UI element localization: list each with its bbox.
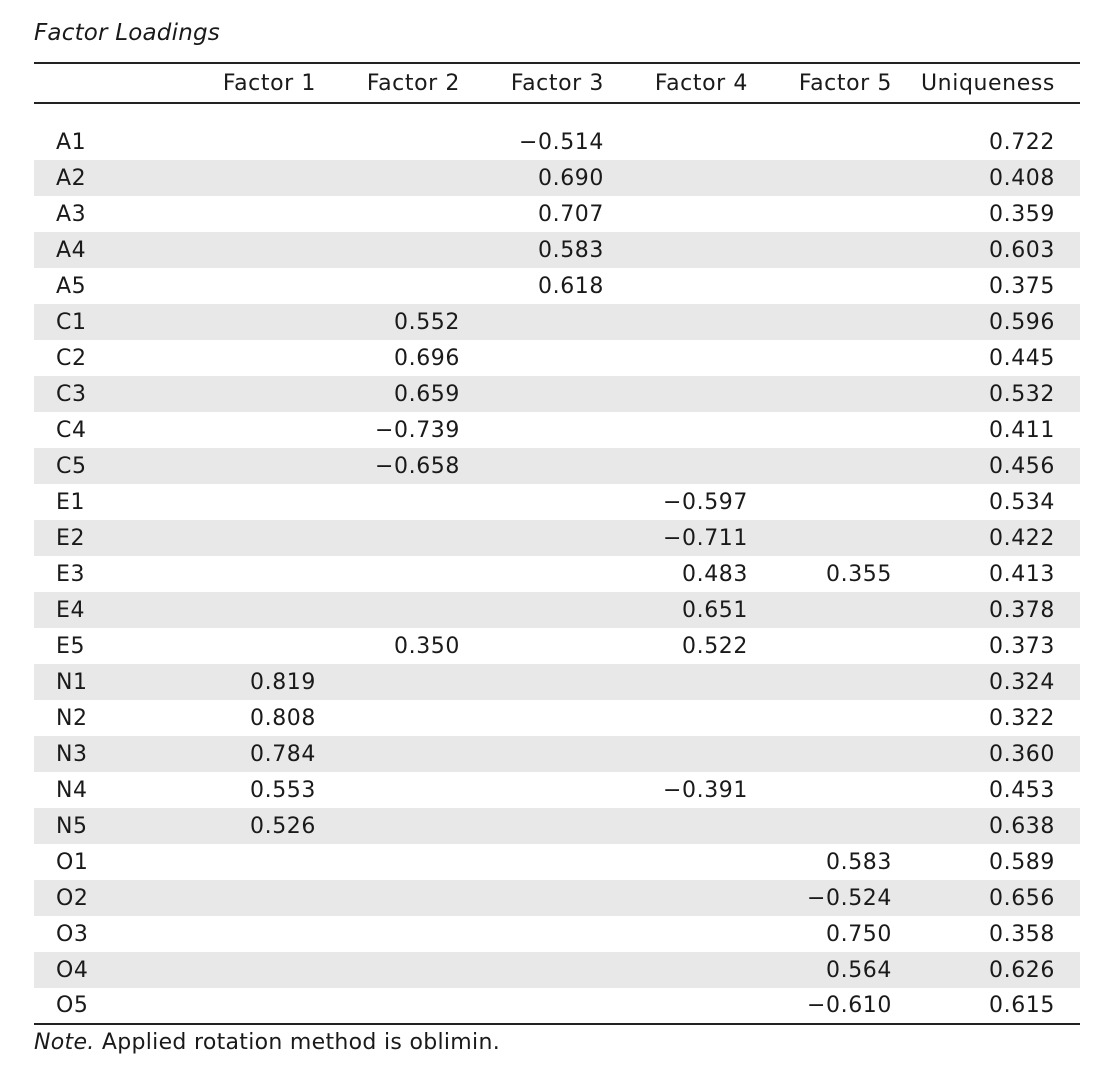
factor-5-loading-cell <box>754 808 898 844</box>
uniqueness-cell: 0.324 <box>989 669 1055 695</box>
uniqueness-cell: 0.360 <box>989 741 1055 767</box>
column-header-factor-2: Factor 2 <box>322 63 466 103</box>
factor-4-loading-cell <box>610 700 754 736</box>
factor-2-loading-cell <box>322 664 466 700</box>
table-row <box>34 484 1080 520</box>
factor-1-loading-cell <box>178 484 322 520</box>
variable-cell: N3 <box>56 741 88 767</box>
factor-3-loading-cell: 0.618 <box>538 273 604 299</box>
factor-4-loading-cell <box>610 988 754 1024</box>
table-row <box>34 952 1080 988</box>
table-row <box>34 592 1080 628</box>
table-row <box>34 340 1080 376</box>
uniqueness-cell: 0.589 <box>989 849 1055 875</box>
factor-3-loading-cell <box>466 988 610 1024</box>
variable-cell: O2 <box>56 885 89 911</box>
factor-2-loading-cell <box>322 556 466 592</box>
factor-1-loading-cell <box>178 916 322 952</box>
variable-cell: A4 <box>56 237 87 263</box>
factor-3-loading-cell <box>466 628 610 664</box>
column-header-factor-1: Factor 1 <box>178 63 322 103</box>
factor-2-loading-cell <box>322 592 466 628</box>
factor-2-loading-cell <box>322 124 466 160</box>
factor-4-loading-cell <box>610 448 754 484</box>
factor-3-loading-cell <box>466 664 610 700</box>
factor-2-loading-cell: 0.696 <box>394 345 460 371</box>
uniqueness-cell: 0.596 <box>989 309 1055 335</box>
factor-5-loading-cell <box>754 124 898 160</box>
factor-2-loading-cell <box>322 520 466 556</box>
factor-3-loading-cell <box>466 556 610 592</box>
factor-3-loading-cell <box>466 520 610 556</box>
factor-2-loading-cell <box>322 952 466 988</box>
uniqueness-cell: 0.615 <box>898 988 1080 1024</box>
factor-2-loading-cell <box>322 916 466 952</box>
variable-cell: C5 <box>56 453 87 479</box>
factor-1-loading-cell: 0.808 <box>250 705 316 731</box>
factor-5-loading-cell: −0.610 <box>754 988 898 1024</box>
factor-3-loading-cell <box>466 340 610 376</box>
factor-5-loading-cell: −0.524 <box>806 885 892 911</box>
factor-3-loading-cell: 0.583 <box>538 237 604 263</box>
factor-1-loading-cell: 0.526 <box>250 813 316 839</box>
variable-cell: E1 <box>56 489 86 515</box>
factor-1-loading-cell <box>178 268 322 304</box>
factor-2-loading-cell <box>322 772 466 808</box>
factor-4-loading-cell: 0.651 <box>682 597 748 623</box>
uniqueness-cell: 0.408 <box>989 165 1055 191</box>
table-row <box>34 232 1080 268</box>
factor-2-loading-cell <box>322 988 466 1024</box>
factor-4-loading-cell <box>610 952 754 988</box>
factor-5-loading-cell <box>754 520 898 556</box>
factor-5-loading-cell <box>754 160 898 196</box>
column-header-variable <box>34 63 178 103</box>
table-row <box>34 844 1080 880</box>
factor-4-loading-cell <box>610 844 754 880</box>
variable-cell: N4 <box>56 777 88 803</box>
factor-2-loading-cell <box>322 196 466 232</box>
factor-5-loading-cell <box>754 448 898 484</box>
factor-1-loading-cell <box>178 844 322 880</box>
factor-1-loading-cell <box>178 412 322 448</box>
factor-1-loading-cell <box>178 376 322 412</box>
table-row <box>34 160 1080 196</box>
factor-5-loading-cell <box>754 664 898 700</box>
table-row <box>34 772 1080 808</box>
table-row <box>34 988 1080 1024</box>
uniqueness-cell: 0.456 <box>989 453 1055 479</box>
factor-5-loading-cell: 0.564 <box>826 957 892 983</box>
factor-3-loading-cell <box>466 808 610 844</box>
variable-cell: A3 <box>56 201 87 227</box>
factor-3-loading-cell <box>466 772 610 808</box>
column-header-factor-5: Factor 5 <box>754 63 898 103</box>
variable-cell: A1 <box>56 129 87 155</box>
table-row <box>34 808 1080 844</box>
factor-5-loading-cell <box>754 268 898 304</box>
factor-4-loading-cell <box>610 736 754 772</box>
factor-2-loading-cell <box>322 232 466 268</box>
factor-4-loading-cell <box>610 880 754 916</box>
factor-4-loading-cell <box>610 124 754 160</box>
uniqueness-cell: 0.626 <box>989 957 1055 983</box>
factor-2-loading-cell <box>322 880 466 916</box>
factor-1-loading-cell <box>178 196 322 232</box>
table-row <box>34 376 1080 412</box>
factor-2-loading-cell <box>322 700 466 736</box>
factor-2-loading-cell <box>322 268 466 304</box>
table-row <box>34 556 1080 592</box>
uniqueness-cell: 0.358 <box>989 921 1055 947</box>
factor-4-loading-cell <box>610 196 754 232</box>
factor-3-loading-cell <box>466 736 610 772</box>
factor-3-loading-cell <box>466 700 610 736</box>
factor-1-loading-cell <box>178 988 322 1024</box>
variable-cell: C1 <box>56 309 87 335</box>
factor-3-loading-cell <box>466 880 610 916</box>
factor-5-loading-cell <box>754 772 898 808</box>
factor-1-loading-cell <box>178 160 322 196</box>
table-body <box>34 103 1080 1024</box>
factor-3-loading-cell: 0.707 <box>538 201 604 227</box>
table-row <box>34 448 1080 484</box>
factor-2-loading-cell <box>322 736 466 772</box>
factor-5-loading-cell: 0.583 <box>826 849 892 875</box>
uniqueness-cell: 0.656 <box>989 885 1055 911</box>
variable-cell: N5 <box>56 813 88 839</box>
factor-3-loading-cell: 0.690 <box>538 165 604 191</box>
factor-1-loading-cell <box>178 520 322 556</box>
variable-cell: N1 <box>56 669 88 695</box>
factor-5-loading-cell <box>754 232 898 268</box>
factor-3-loading-cell <box>466 412 610 448</box>
factor-loadings-table <box>34 62 1080 1025</box>
variable-cell: C2 <box>56 345 87 371</box>
variable-cell: N2 <box>56 705 88 731</box>
uniqueness-cell: 0.411 <box>989 417 1055 443</box>
factor-4-loading-cell <box>610 412 754 448</box>
factor-4-loading-cell: −0.391 <box>662 777 748 803</box>
variable-cell: E4 <box>56 597 86 623</box>
factor-3-loading-cell: −0.514 <box>518 129 604 155</box>
factor-1-loading-cell <box>178 628 322 664</box>
variable-cell: E2 <box>56 525 86 551</box>
uniqueness-cell: 0.603 <box>989 237 1055 263</box>
factor-5-loading-cell: 0.355 <box>826 561 892 587</box>
factor-4-loading-cell <box>610 916 754 952</box>
factor-1-loading-cell: 0.553 <box>250 777 316 803</box>
variable-cell: C4 <box>56 417 87 443</box>
factor-2-loading-cell: 0.350 <box>394 633 460 659</box>
factor-4-loading-cell <box>610 232 754 268</box>
factor-1-loading-cell <box>178 880 322 916</box>
uniqueness-cell: 0.375 <box>989 273 1055 299</box>
factor-4-loading-cell <box>610 664 754 700</box>
variable-cell: E5 <box>56 633 86 659</box>
factor-4-loading-cell: −0.597 <box>662 489 748 515</box>
factor-5-loading-cell <box>754 412 898 448</box>
table-note <box>34 1030 500 1055</box>
factor-5-loading-cell <box>754 376 898 412</box>
table-row <box>34 916 1080 952</box>
table-row <box>34 304 1080 340</box>
uniqueness-cell: 0.532 <box>989 381 1055 407</box>
uniqueness-cell: 0.373 <box>989 633 1055 659</box>
factor-4-loading-cell <box>610 304 754 340</box>
factor-3-loading-cell <box>466 592 610 628</box>
factor-5-loading-cell <box>754 340 898 376</box>
table-row <box>34 628 1080 664</box>
factor-4-loading-cell <box>610 268 754 304</box>
factor-5-loading-cell <box>754 196 898 232</box>
factor-1-loading-cell <box>178 448 322 484</box>
factor-4-loading-cell <box>610 808 754 844</box>
uniqueness-cell: 0.413 <box>989 561 1055 587</box>
factor-1-loading-cell <box>178 304 322 340</box>
table-row <box>34 700 1080 736</box>
note-text: Applied rotation method is oblimin. <box>94 1030 500 1055</box>
factor-2-loading-cell <box>322 160 466 196</box>
uniqueness-cell: 0.453 <box>989 777 1055 803</box>
uniqueness-cell: 0.534 <box>989 489 1055 515</box>
factor-3-loading-cell <box>466 916 610 952</box>
factor-1-loading-cell: 0.784 <box>250 741 316 767</box>
factor-5-loading-cell <box>754 736 898 772</box>
factor-3-loading-cell <box>466 304 610 340</box>
header-row <box>34 63 1080 103</box>
factor-4-loading-cell <box>610 160 754 196</box>
factor-3-loading-cell <box>466 376 610 412</box>
uniqueness-cell: 0.722 <box>989 129 1055 155</box>
factor-1-loading-cell <box>178 556 322 592</box>
factor-3-loading-cell <box>466 844 610 880</box>
uniqueness-cell: 0.638 <box>989 813 1055 839</box>
variable-cell: O5 <box>34 988 178 1024</box>
factor-4-loading-cell <box>610 376 754 412</box>
table-row <box>34 736 1080 772</box>
uniqueness-cell: 0.378 <box>989 597 1055 623</box>
factor-2-loading-cell: 0.552 <box>394 309 460 335</box>
table-row <box>34 664 1080 700</box>
factor-1-loading-cell <box>178 124 322 160</box>
factor-5-loading-cell <box>754 628 898 664</box>
factor-2-loading-cell <box>322 808 466 844</box>
column-header-factor-4: Factor 4 <box>610 63 754 103</box>
header-spacer <box>34 103 1080 124</box>
factor-4-loading-cell: 0.483 <box>682 561 748 587</box>
table-title: Factor Loadings <box>34 20 220 46</box>
factor-1-loading-cell: 0.819 <box>250 669 316 695</box>
table-row <box>34 520 1080 556</box>
table-row <box>34 124 1080 160</box>
factor-3-loading-cell <box>466 484 610 520</box>
table-row <box>34 880 1080 916</box>
uniqueness-cell: 0.322 <box>989 705 1055 731</box>
factor-2-loading-cell <box>322 484 466 520</box>
uniqueness-cell: 0.422 <box>989 525 1055 551</box>
variable-cell: E3 <box>56 561 86 587</box>
variable-cell: O3 <box>56 921 89 947</box>
column-header-uniqueness: Uniqueness <box>898 63 1080 103</box>
variable-cell: O4 <box>56 957 89 983</box>
factor-3-loading-cell <box>466 952 610 988</box>
factor-1-loading-cell <box>178 952 322 988</box>
uniqueness-cell: 0.445 <box>989 345 1055 371</box>
column-header-factor-3: Factor 3 <box>466 63 610 103</box>
factor-3-loading-cell <box>466 448 610 484</box>
variable-cell: C3 <box>56 381 87 407</box>
factor-2-loading-cell: 0.659 <box>394 381 460 407</box>
factor-2-loading-cell: −0.658 <box>374 453 460 479</box>
factor-5-loading-cell <box>754 592 898 628</box>
variable-cell: A5 <box>56 273 87 299</box>
table-row <box>34 268 1080 304</box>
factor-5-loading-cell <box>754 700 898 736</box>
factor-4-loading-cell: −0.711 <box>662 525 748 551</box>
table-row <box>34 412 1080 448</box>
factor-4-loading-cell: 0.522 <box>682 633 748 659</box>
factor-2-loading-cell <box>322 844 466 880</box>
factor-5-loading-cell <box>754 484 898 520</box>
table-row <box>34 196 1080 232</box>
factor-5-loading-cell: 0.750 <box>826 921 892 947</box>
factor-5-loading-cell <box>754 304 898 340</box>
factor-1-loading-cell <box>178 340 322 376</box>
variable-cell: O1 <box>56 849 89 875</box>
factor-1-loading-cell <box>178 232 322 268</box>
factor-4-loading-cell <box>610 340 754 376</box>
factor-1-loading-cell <box>178 592 322 628</box>
uniqueness-cell: 0.359 <box>989 201 1055 227</box>
variable-cell: A2 <box>56 165 87 191</box>
note-label: Note. <box>34 1030 95 1055</box>
factor-2-loading-cell: −0.739 <box>374 417 460 443</box>
